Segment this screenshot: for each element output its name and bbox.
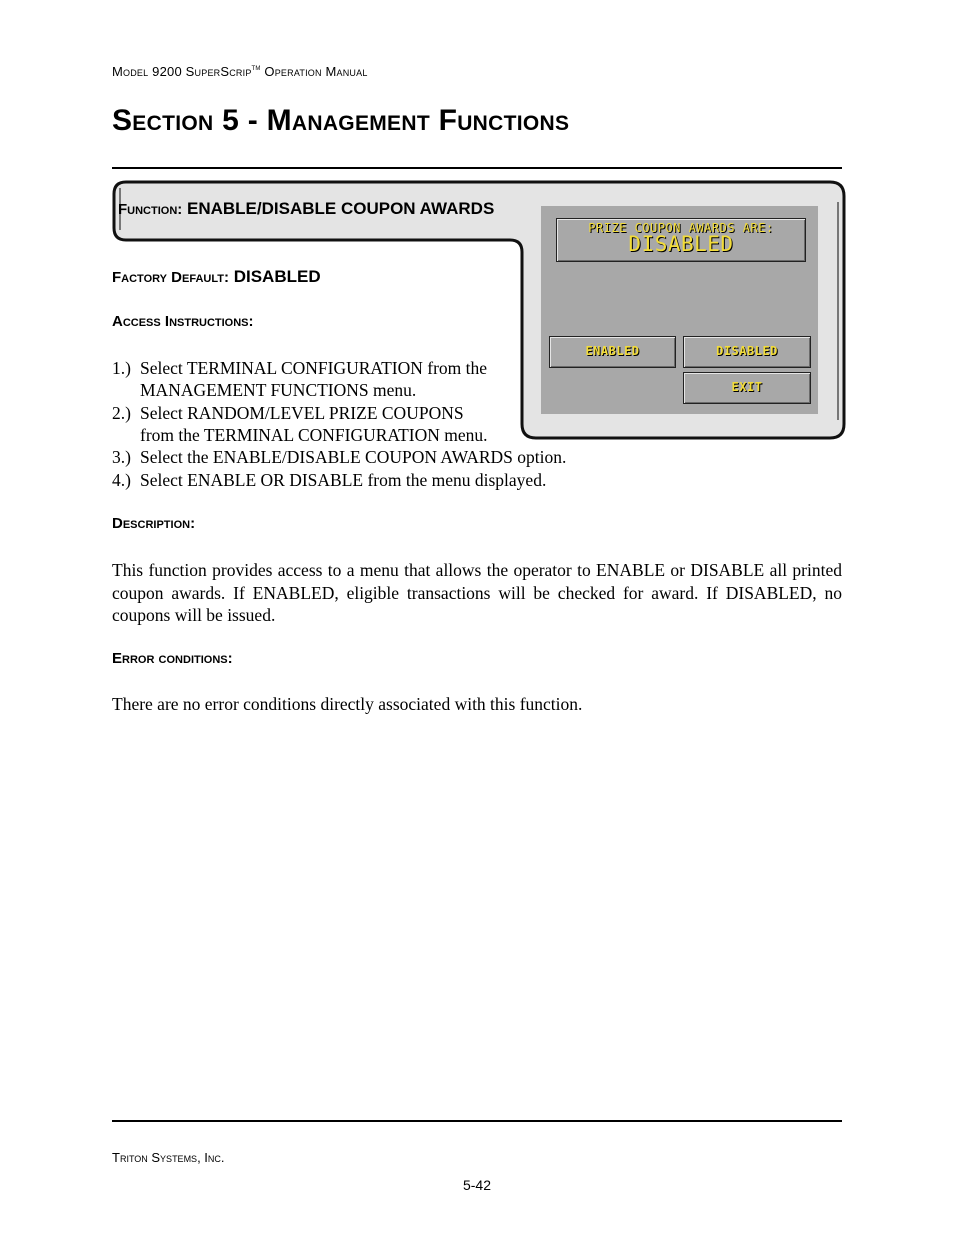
- manual-title-suffix: Operation Manual: [260, 64, 368, 79]
- error-conditions-heading: Error conditions:: [112, 650, 233, 667]
- exit-button[interactable]: [683, 372, 811, 404]
- function-label: Function:: [118, 201, 183, 218]
- step-item: 2.) Select RANDOM/LEVEL PRIZE COUPONS from the TERMINAL CONFIGURATION menu.: [112, 403, 488, 445]
- disabled-button-label: DISABLED: [716, 344, 778, 358]
- page-number: 5-42: [462, 1177, 492, 1193]
- factory-default-value: DISABLED: [233, 267, 321, 286]
- function-heading: [118, 199, 494, 219]
- exit-button-label: EXIT: [731, 380, 763, 394]
- enabled-button-label: ENABLED: [585, 344, 640, 358]
- access-instructions-heading: Access Instructions:: [112, 313, 254, 330]
- header-rule: [112, 167, 842, 169]
- status-value: DISABLED: [628, 232, 734, 256]
- enabled-button[interactable]: [549, 336, 676, 368]
- status-panel: [556, 218, 806, 262]
- function-name: ENABLE/DISABLE COUPON AWARDS: [187, 199, 495, 218]
- description-heading: Description:: [112, 515, 196, 532]
- manual-title: Model 9200 SuperScrip: [112, 64, 252, 79]
- footer-rule: [112, 1120, 842, 1122]
- disabled-button[interactable]: [683, 336, 811, 368]
- trademark-mark: TM: [251, 66, 261, 72]
- step-item: 4.) Select ENABLE OR DISABLE from the menu displayed.: [112, 470, 547, 490]
- description-text: This function provides access to a menu that allows the operator to ENABLE or DISABLE all printed coupon awards. If ENABLED, eligible transactions will be checked for award. If DISABLED, no coupons will be issued.: [112, 560, 842, 625]
- section-title: Section 5 - Management Functions: [112, 104, 570, 137]
- step-item: 1.) Select TERMINAL CONFIGURATION from the MANAGEMENT FUNCTIONS menu.: [112, 358, 488, 400]
- footer-company: Triton Systems, Inc.: [112, 1150, 225, 1165]
- error-conditions-text: There are no error conditions directly associated with this function.: [112, 694, 583, 714]
- status-label: PRIZE COUPON AWARDS ARE:: [588, 221, 774, 235]
- step-item: 3.) Select the ENABLE/DISABLE COUPON AWARDS option.: [112, 447, 567, 467]
- factory-default-label: Factory Default:: [112, 269, 229, 286]
- running-header: [112, 64, 368, 79]
- terminal-screen: [541, 206, 818, 414]
- factory-default: [112, 267, 321, 287]
